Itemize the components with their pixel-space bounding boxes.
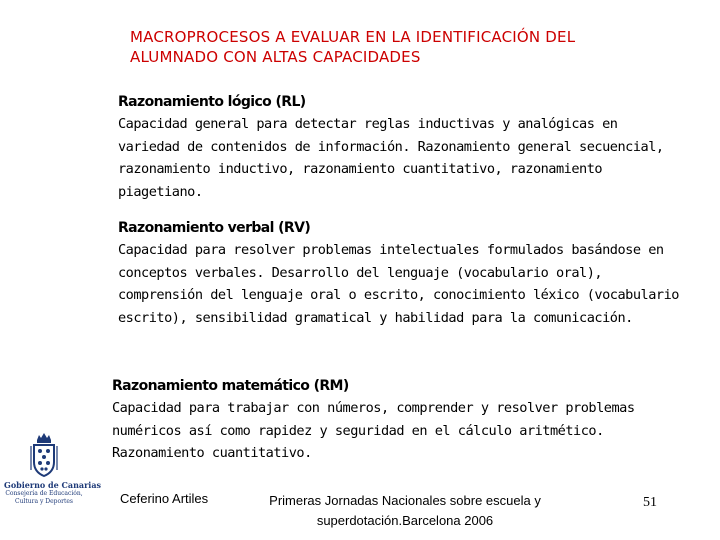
body-line: numéricos así como rapidez y seguridad en el cálculo aritmético. xyxy=(112,422,604,439)
footer-event xyxy=(250,491,560,531)
body-line: Capacidad general para detectar reglas inductivas y analógicas en xyxy=(118,116,618,132)
body-line: Razonamiento cuantitativo. xyxy=(112,445,312,462)
footer-event-line-2: superdotación.Barcelona 2006 xyxy=(316,513,494,528)
slide-title-line-2: ALUMNADO CON ALTAS CAPACIDADES xyxy=(130,48,421,66)
left-sidebar xyxy=(0,0,102,540)
section-verbal-reasoning xyxy=(118,218,679,329)
section-logical-reasoning xyxy=(118,92,664,203)
logo-subtitle-1: Consejería de Educación, xyxy=(5,490,83,497)
body-line: Capacidad para resolver problemas intelectuales formulados basándose en xyxy=(118,242,664,258)
page-number: 51 xyxy=(643,495,657,510)
gobierno-canarias-logo xyxy=(4,432,102,522)
logo-title: Gobierno de Canarias xyxy=(4,480,102,490)
body-line: razonamiento inductivo, razonamiento cuantitativo, razonamiento xyxy=(118,161,603,178)
footer-author: Ceferino Artiles xyxy=(120,491,209,506)
logo-subtitle-2: Cultura y Deportes xyxy=(14,498,74,505)
body-line: piagetiano. xyxy=(118,183,203,200)
section-heading: Razonamiento matemático (RM) xyxy=(112,378,349,394)
section-math-reasoning xyxy=(112,376,635,465)
coat-of-arms-icon xyxy=(29,432,59,478)
section-body xyxy=(112,397,635,465)
section-body xyxy=(118,239,679,329)
section-heading: Razonamiento lógico (RL) xyxy=(118,94,306,110)
slide-title xyxy=(130,27,650,67)
section-body xyxy=(118,113,664,203)
body-line: escrito), sensibilidad gramatical y habilidad para la comunicación. xyxy=(118,309,633,326)
footer-event-line-1: Primeras Jornadas Nacionales sobre escuela y xyxy=(269,493,541,508)
slide-title-line-1: MACROPROCESOS A EVALUAR EN LA IDENTIFICACIÓN DEL xyxy=(130,28,576,46)
body-line: comprensión del lenguaje oral o escrito, conocimiento léxico (vocabulario xyxy=(118,287,679,304)
body-line: variedad de contenidos de información. Razonamiento general secuencial, xyxy=(118,138,664,155)
section-heading: Razonamiento verbal (RV) xyxy=(118,220,311,236)
body-line: Capacidad para trabajar con números, comprender y resolver problemas xyxy=(112,400,635,416)
body-line: conceptos verbales. Desarrollo del lenguaje (vocabulario oral), xyxy=(118,264,603,281)
